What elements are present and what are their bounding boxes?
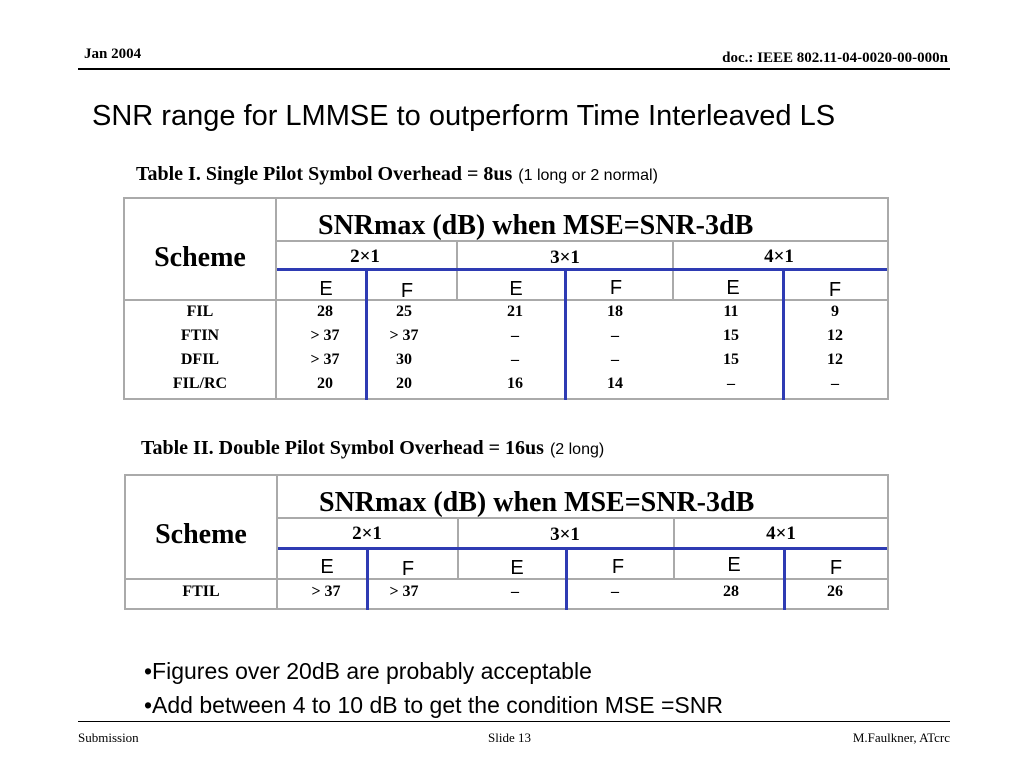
table2-scheme-list: FTIL: [182, 583, 220, 600]
table1-caption: [136, 163, 658, 186]
footer-author: M.Faulkner, ATcrc: [852, 730, 950, 745]
table1-scheme-header: Scheme: [154, 242, 246, 273]
table2-blue-rule: [278, 547, 887, 550]
header-date: Jan 2004: [84, 46, 142, 62]
table1-caption-text: Table I. Single Pilot Symbol Overhead = 8us: [136, 163, 513, 185]
table2-col-2: > 37: [389, 583, 419, 600]
header-doc-id: doc.: IEEE 802.11-04-0020-00-000n: [722, 50, 948, 66]
table1-col-6: 9 12 12 –: [827, 303, 843, 392]
table1-group-3x1: 3×1: [550, 247, 580, 268]
table2-col-4: –: [611, 583, 619, 600]
table2-col-3: –: [511, 583, 519, 600]
table2-scheme-divider: [276, 474, 278, 610]
table2-col-e-3x1: E: [510, 557, 524, 579]
table1-col-1: 28 > 37 > 37 20: [310, 303, 340, 392]
table2-caption: [141, 437, 604, 460]
header-rule: [78, 68, 950, 70]
table1-blue-divider-2: [564, 270, 567, 400]
table1-col-f-4x1: F: [828, 279, 842, 301]
table1-col-3: 21 – – 16: [507, 303, 523, 392]
table1-caption-note: (1 long or 2 normal): [518, 167, 658, 184]
table2-col-f-2x1: F: [401, 558, 415, 580]
bullet-list: [144, 654, 723, 722]
table2-col-f-3x1: F: [611, 556, 625, 578]
table2-blue-divider-2: [565, 549, 568, 610]
table1-col-e-2x1: E: [319, 278, 333, 300]
table2-caption-note: (2 long): [549, 441, 605, 458]
table2-col-f-4x1: F: [829, 557, 843, 579]
table1-group-2x1: 2×1: [350, 246, 380, 267]
table1-col-2: 25 > 37 30 20: [389, 303, 419, 392]
bullet-item: •Add between 4 to 10 dB to get the condition MSE =SNR: [144, 692, 723, 718]
table1-blue-divider-3: [782, 270, 785, 400]
table2-snr-header: SNRmax (dB) when MSE=SNR-3dB: [319, 487, 755, 518]
table2-col-6: 26: [827, 583, 843, 600]
table2-group-3x1: 3×1: [550, 524, 580, 545]
table2-caption-text: Table II. Double Pilot Symbol Overhead = 16us: [141, 437, 544, 459]
table2-col-e-2x1: E: [320, 556, 334, 578]
table1-group-4x1: 4×1: [764, 246, 794, 267]
table2-group-4x1: 4×1: [766, 523, 796, 544]
table1-snr-header: SNRmax (dB) when MSE=SNR-3dB: [318, 210, 754, 241]
table1-blue-divider-1: [365, 270, 368, 400]
table2-col-e-4x1: E: [727, 554, 741, 576]
footer-submission: Submission: [78, 730, 139, 745]
table1-col-f-3x1: F: [609, 277, 623, 299]
table1-col-5: 11 15 15 –: [723, 303, 739, 392]
footer-slide-number: Slide 13: [488, 730, 531, 745]
slide-title: SNR range for LMMSE to outperform Time Interleaved LS: [92, 100, 836, 132]
table2-col-5: 28: [723, 583, 739, 600]
table1-col-f-2x1: F: [400, 280, 414, 302]
table1-scheme-list: FIL FTIN DFIL FIL/RC: [172, 303, 228, 392]
table1-col-e-4x1: E: [726, 277, 740, 299]
table1-col-4: 18 – – 14: [607, 303, 623, 392]
table2-scheme-header: Scheme: [155, 519, 247, 550]
bullet-item: •Figures over 20dB are probably acceptable: [144, 658, 592, 684]
table2-blue-divider-3: [783, 549, 786, 610]
footer-rule: [78, 721, 950, 722]
table1-col-e-3x1: E: [509, 278, 523, 300]
table2-col-1: > 37: [311, 583, 341, 600]
table2-group-2x1: 2×1: [352, 523, 382, 544]
